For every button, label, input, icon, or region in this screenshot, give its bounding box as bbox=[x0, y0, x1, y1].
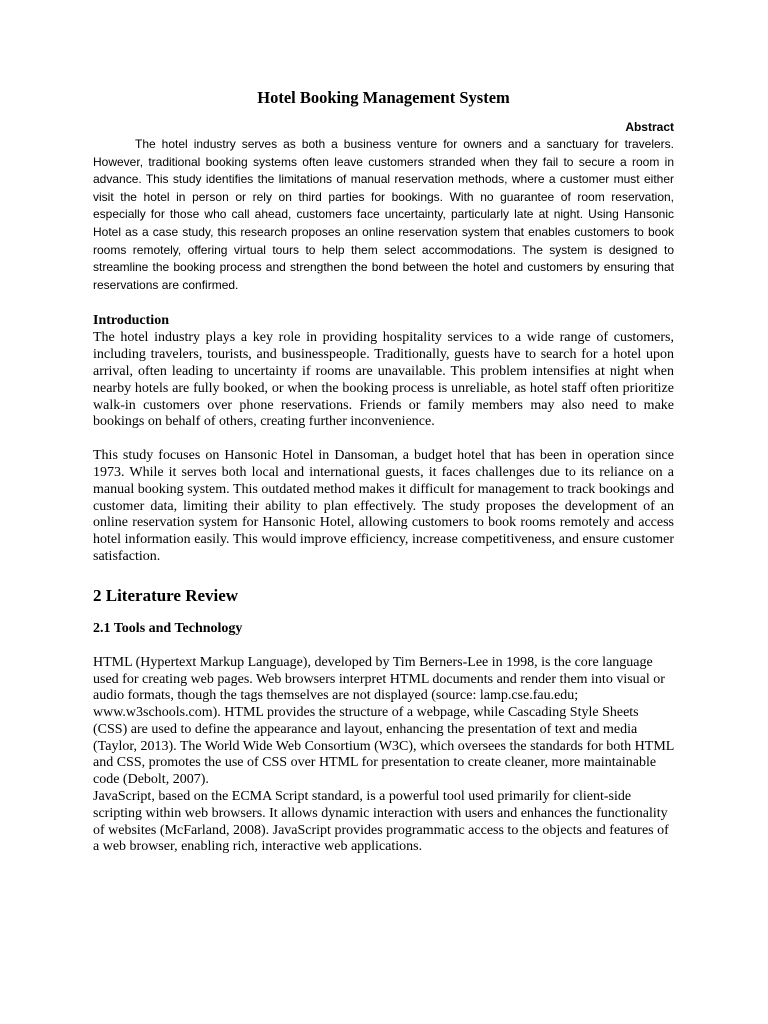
abstract-body: The hotel industry serves as both a business venture for owners and a sanctuary for travelers. However, traditional booking systems often leave customers stranded when they fail to secure a room in advance. This study identifies the limitations of manual reservation methods, where a customer must either visit the hotel in person or rely on third parties for bookings. With no guarantee of room reservation, especially for those who call ahead, customers face uncertainty, particularly late at night. Using Hansonic Hotel as a case study, this research proposes an online reservation system that enables customers to book rooms remotely, offering virtual tours to help them select accommodations. The system is designed to streamline the booking process and strengthen the bond between the hotel and customers by ensuring that reservations are confirmed. bbox=[93, 137, 674, 292]
tools-technology-heading: 2.1 Tools and Technology bbox=[93, 620, 243, 636]
introduction-paragraph-2: This study focuses on Hansonic Hotel in Dansoman, a budget hotel that has been in operation since 1973. While it serves both local and international guests, it faces challenges due to its reliance on a manual booking system. This outdated method makes it difficult for management to track bookings and customer data, limiting their ability to plan effectively. The study proposes the development of an online reservation system for Hansonic Hotel, allowing customers to book rooms remotely and access hotel information easily. This would improve efficiency, increase competitiveness, and ensure customer satisfaction. bbox=[93, 448, 674, 564]
literature-review-heading: 2 Literature Review bbox=[93, 585, 239, 605]
html-paragraph: HTML (Hypertext Markup Language), developed by Tim Berners-Lee in 1998, is the core language used for creating web pages. Web browsers interpret HTML documents and render them into visual or audio formats, though the tags themselves are not displayed (source: lamp.cse.fau.edu; www.w3schools.com). HTML provides the structure of a webpage, while Cascading Style Sheets (CSS) are used to define the appearance and layout, enhancing the presentation of text and media (Taylor, 2013). The World Wide Web Consortium (W3C), which oversees the standards for both HTML and CSS, promotes the use of CSS over HTML for presentation to create cleaner, more maintainable code (Debolt, 2007). bbox=[93, 654, 674, 788]
introduction-heading: Introduction bbox=[93, 313, 169, 329]
introduction-paragraph-1: The hotel industry plays a key role in providing hospitality services to a wide range of customers, including travelers, tourists, and businesspeople. Traditionally, guests have to search for a hotel upon arrival, often leading to uncertainty if rooms are unavailable. This problem intensifies at night when nearby hotels are fully booked, or when the booking process is unreliable, as hotel staff often prioritize walk-in customers over phone reservations. Friends or family members may also need to make bookings on behalf of others, creating further inconvenience. bbox=[93, 330, 674, 430]
abstract-heading: Abstract bbox=[625, 120, 674, 134]
document-title: Hotel Booking Management System bbox=[257, 88, 510, 107]
javascript-paragraph: JavaScript, based on the ECMA Script standard, is a powerful tool used primarily for client-side scripting within web browsers. It allows dynamic interaction with users and enhances the functionality of websites (McFarland, 2008). JavaScript provides programmatic access to the objects and features of a web browser, enabling rich, interactive web applications. bbox=[93, 789, 669, 855]
document-page bbox=[93, 86, 674, 856]
